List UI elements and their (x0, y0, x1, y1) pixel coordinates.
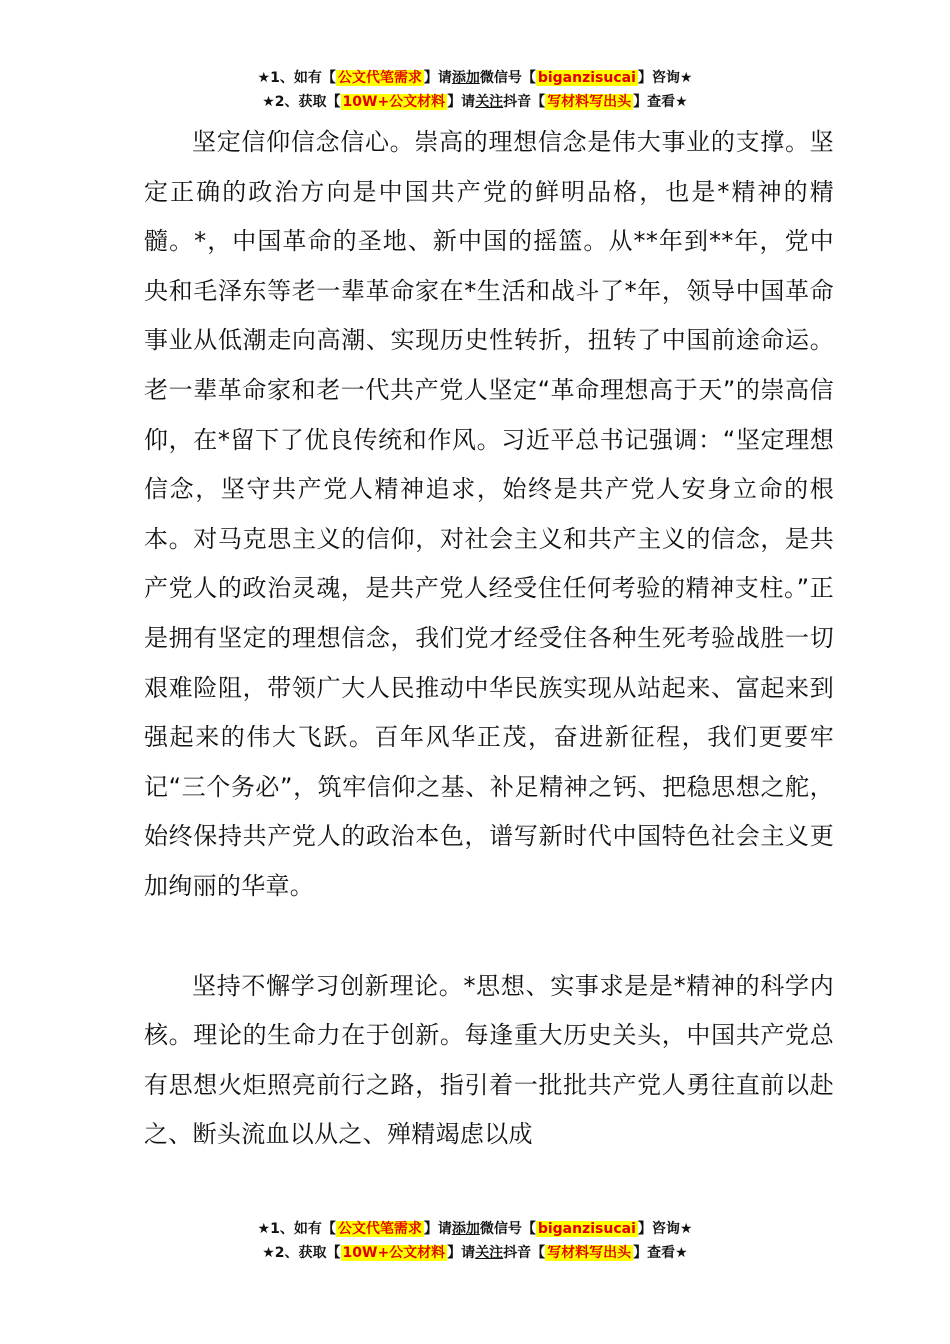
banner-text: ★2、获取【 (262, 94, 341, 110)
banner-line-1 (0, 66, 950, 90)
banner-text: 】请 (423, 70, 452, 86)
banner-underlined-text: 添加 (451, 70, 480, 86)
banner-highlight: biganzisucai (537, 1221, 636, 1237)
banner-text: 微信号【 (479, 1221, 536, 1237)
paragraph: 坚定信仰信念信心。崇高的理想信念是伟大事业的支撑。坚定正确的政治方向是中国共产党的鲜明品格，也是*精神的精髓。*，中国革命的圣地、新中国的摇篮。从**年到**年，党中央和毛泽东等老一辈革命家在*生活和战斗了*年，领导中国革命事业从低潮走向高潮、实现历史性转折，扭转了中国前途命运。老一辈革命家和老一代共产党人坚定“革命理想高于天”的崇高信仰，在*留下了优良传统和作风。习近平总书记强调：“坚定理想信念，坚守共产党人精神追求，始终是共产党人安身立命的根本。对马克思主义的信仰，对社会主义和共产主义的信念，是共产党人的政治灵魂，是共产党人经受住任何考验的精神支柱。”正是拥有坚定的理想信念，我们党才经受住各种生死考验战胜一切艰难险阻，带领广大人民推动中华民族实现从站起来、富起来到强起来的伟大飞跃。百年风华正茂，奋进新征程，我们更要牢记“三个务必”，筑牢信仰之基、补足精神之钙、把稳思想之舵，始终保持共产党人的政治本色，谱写新时代中国特色社会主义更加绚丽的华章。 (144, 128, 834, 900)
banner-line-2 (0, 90, 950, 114)
banner-highlight: 10W+公文材料 (342, 94, 446, 110)
paragraph: 坚持不懈学习创新理论。*思想、实事求是是*精神的科学内核。理论的生命力在于创新。每逢重大历史关头，中国共产党总有思想火炬照亮前行之路，指引着一批批共产党人勇往直前以赴之、断头流血以从之、殚精竭虑以成 (144, 971, 834, 1149)
banner-highlight: 公文代笔需求 (337, 1221, 422, 1237)
banner-underlined-text: 添加 (451, 1221, 480, 1237)
banner-text: 】查看★ (633, 94, 688, 110)
banner-text: 微信号【 (479, 70, 536, 86)
banner-text: 】请 (447, 94, 476, 110)
banner-underlined-text: 关注 (475, 1245, 504, 1261)
banner-highlight: 写材料写出头 (547, 1245, 632, 1261)
banner-highlight: 写材料写出头 (547, 94, 632, 110)
bottom-banner (0, 1217, 950, 1265)
banner-text: ★1、如有【 (257, 1221, 336, 1237)
banner-line-1 (0, 1217, 950, 1241)
banner-text: 】咨询★ (637, 1221, 693, 1237)
banner-text: 抖音【 (503, 1245, 546, 1261)
paragraph-spacer (144, 912, 834, 962)
banner-text: 】请 (447, 1245, 476, 1261)
banner-text: 】咨询★ (637, 70, 693, 86)
banner-underlined-text: 关注 (475, 94, 504, 110)
document-body (144, 118, 834, 1160)
banner-text: 抖音【 (503, 94, 546, 110)
banner-highlight: biganzisucai (537, 70, 636, 86)
banner-line-2 (0, 1241, 950, 1265)
banner-highlight: 10W+公文材料 (342, 1245, 446, 1261)
banner-text: 】请 (423, 1221, 452, 1237)
banner-text: 】查看★ (633, 1245, 688, 1261)
banner-text: ★2、获取【 (262, 1245, 341, 1261)
banner-highlight: 公文代笔需求 (337, 70, 422, 86)
banner-text: ★1、如有【 (257, 70, 336, 86)
top-banner (0, 66, 950, 114)
